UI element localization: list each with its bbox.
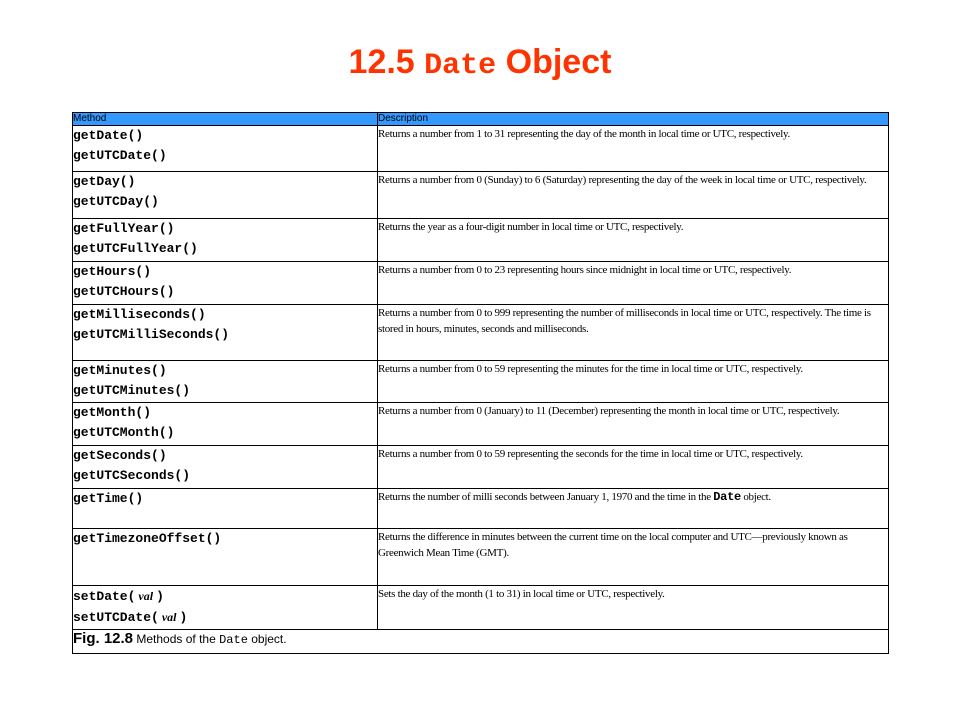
method-name: getUTCFullYear() (73, 241, 198, 256)
figure-caption-row (73, 630, 889, 654)
description-cell: Returns a number from 0 to 999 representing the number of milliseconds in local time or UTC, respectively. The time is stored in hours, minutes, seconds and milliseconds. (378, 305, 889, 361)
description-cell: Returns the year as a four-digit number in local time or UTC, respectively. (378, 219, 889, 262)
description-cell: Returns a number from 0 (January) to 11 (December) representing the month in local time or UTC, respectively. (378, 403, 889, 446)
table-row (73, 172, 889, 219)
table-row (73, 262, 889, 305)
method-name: getUTCMilliSeconds() (73, 327, 230, 342)
method-name (73, 586, 377, 607)
method-name: getUTCDay() (73, 194, 159, 209)
description-cell: Returns a number from 1 to 31 representing the day of the month in local time or UTC, respectively. (378, 126, 889, 172)
table-row (73, 361, 889, 403)
method-name: getDay() (73, 174, 136, 189)
method-name: getUTCSeconds() (73, 468, 191, 483)
table-header-row (73, 113, 889, 126)
method-cell (73, 446, 378, 489)
method-name: getTimezoneOffset() (73, 531, 222, 546)
method-name: getDate() (73, 128, 144, 143)
title-suffix: Object (496, 43, 612, 81)
method-name: getUTCDate() (73, 148, 167, 163)
method-name-text: setDate( (73, 589, 136, 604)
method-name: getTime() (73, 491, 144, 506)
method-name: getSeconds() (73, 448, 167, 463)
caption-code: Date (219, 633, 248, 647)
title-code: Date (424, 49, 497, 83)
method-close-paren: ) (179, 610, 188, 625)
method-name: getFullYear() (73, 221, 175, 236)
slide-title (0, 38, 960, 90)
method-close-paren: ) (156, 589, 164, 604)
method-cell (73, 529, 378, 586)
caption-text: Methods of the (133, 632, 220, 646)
description-cell: Returns a number from 0 (Sunday) to 6 (Saturday) representing the day of the week in local time or UTC, respectively. (378, 172, 889, 219)
method-argument: val (135, 589, 157, 603)
title-prefix: 12.5 (348, 43, 425, 81)
description-cell: Returns a number from 0 to 59 representing the seconds for the time in local time or UTC, respectively. (378, 446, 889, 489)
description-cell: Returns a number from 0 to 23 representing hours since midnight in local time or UTC, respectively. (378, 262, 889, 305)
method-name (73, 607, 377, 628)
description-cell: Sets the day of the month (1 to 31) in local time or UTC, respectively. (378, 586, 889, 630)
method-cell (73, 305, 378, 361)
description-cell: Returns the difference in minutes between the current time on the local computer and UTC—previously known as Greenwich Mean Time (GMT). (378, 529, 889, 586)
method-name: getUTCMonth() (73, 425, 175, 440)
method-name: getUTCMinutes() (73, 383, 191, 398)
method-cell (73, 403, 378, 446)
table-row (73, 305, 889, 361)
description-text: Returns the number of milli seconds between January 1, 1970 and the time in the (378, 491, 714, 503)
description-cell (378, 489, 889, 529)
method-name: getHours() (73, 264, 152, 279)
method-name: getMilliseconds() (73, 307, 206, 322)
description-code: Date (713, 490, 741, 504)
method-cell (73, 126, 378, 172)
description-cell: Returns a number from 0 to 59 representing the minutes for the time in local time or UTC, respectively. (378, 361, 889, 403)
method-cell (73, 262, 378, 305)
table-row (73, 126, 889, 172)
method-column-header: Method (73, 113, 378, 126)
description-text: object. (740, 491, 771, 503)
figure-number: Fig. 12.8 (73, 630, 134, 647)
figure-caption (73, 630, 889, 654)
date-methods-table (72, 112, 889, 654)
caption-text: object. (247, 632, 287, 646)
table-row (73, 446, 889, 489)
method-name: getMinutes() (73, 363, 167, 378)
method-name: getUTCHours() (73, 284, 175, 299)
method-argument: val (158, 610, 180, 624)
method-cell (73, 219, 378, 262)
table-row (73, 586, 889, 630)
method-name: getMonth() (73, 405, 152, 420)
method-cell (73, 361, 378, 403)
table-row (73, 489, 889, 529)
table-row (73, 529, 889, 586)
description-column-header: Description (378, 113, 889, 126)
table-row (73, 219, 889, 262)
method-cell (73, 586, 378, 630)
method-cell (73, 172, 378, 219)
method-cell (73, 489, 378, 529)
method-name-text: setUTCDate( (73, 610, 159, 625)
table-row (73, 403, 889, 446)
